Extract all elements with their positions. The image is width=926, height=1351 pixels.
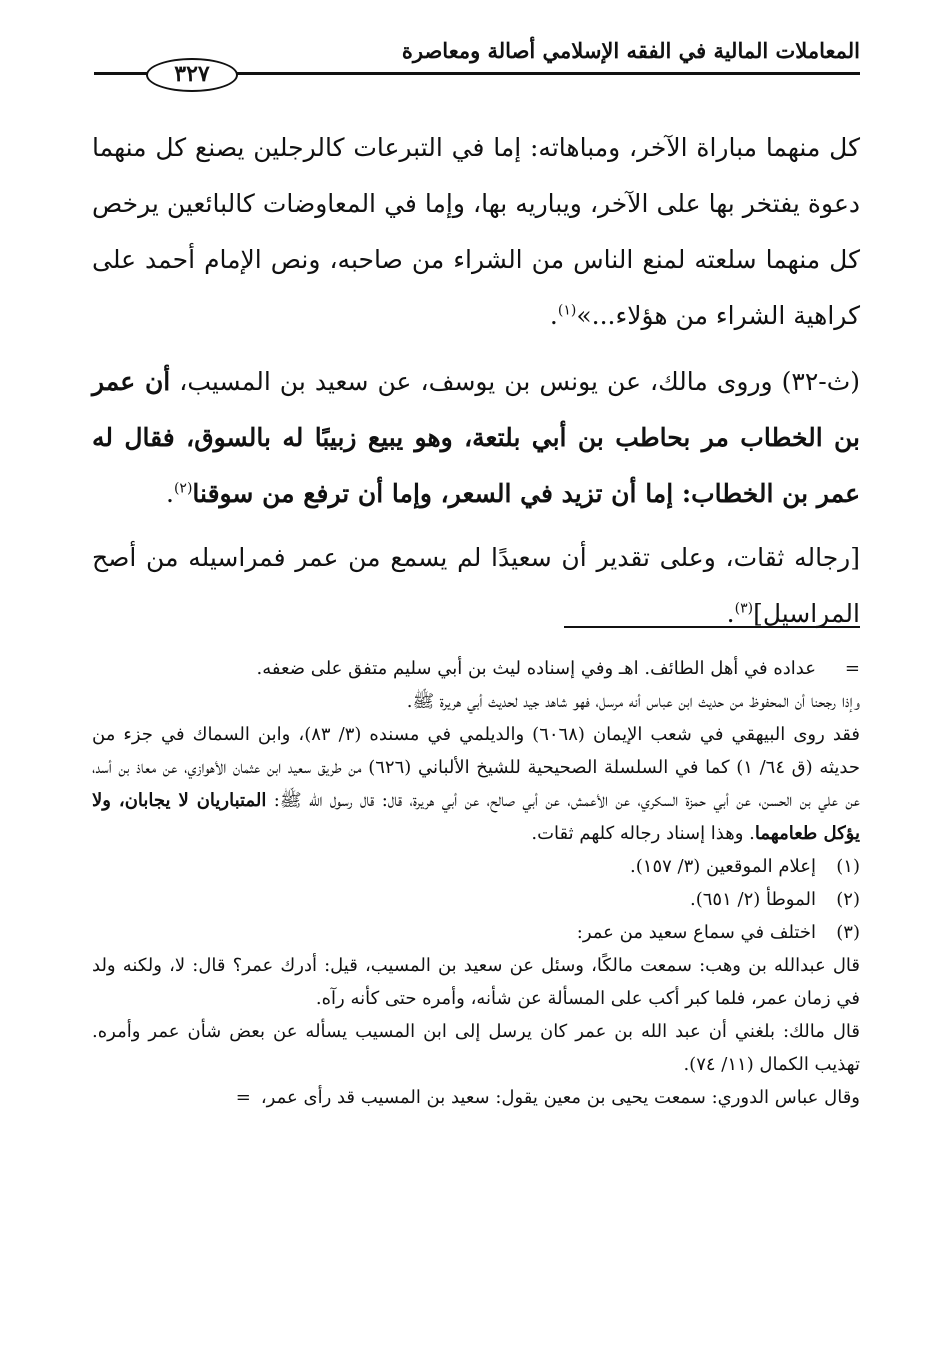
paragraph-2-end: .: [165, 479, 174, 508]
footnote-continuation-3: [92, 718, 860, 850]
paragraph-1-end: .: [549, 301, 558, 330]
continuation-line-1: عداده في أهل الطائف. اهـ وفي إسناده ليث بن أبي سليم متفق على ضعفه.: [256, 658, 816, 679]
footnote-3-paragraph-2: قال مالك: بلغني أن عبد الله بن عمر كان يرسل إلى ابن المسيب يسأله عن بعض شأن عمر وأمره. تهذيب الكمال (١١/ ٧٤).: [92, 1021, 860, 1075]
running-header-title: المعاملات المالية في الفقه الإسلامي أصالة ومعاصرة: [401, 38, 860, 63]
footnote-2-number: (٢): [836, 889, 860, 910]
footnote-1: [92, 850, 860, 883]
footnote-3-number: (٣): [836, 922, 860, 943]
main-text: [92, 120, 860, 642]
footnote-ref-1: (١): [557, 302, 577, 319]
hadith-text: المتباريان لا يجابان، ولا يؤكل طعامهما: [92, 790, 860, 844]
continuation-mark-end: =: [235, 1087, 251, 1108]
paragraph-3-end: .: [726, 599, 735, 628]
continuation-mark: =: [844, 658, 860, 679]
footnote-3: [92, 916, 860, 949]
athar-intro: (ث-٣٢) وروى مالك، عن يونس بن يوسف، عن سعيد بن المسيب،: [170, 367, 860, 396]
page-number: ٣٢٧: [146, 58, 238, 92]
footnote-ref-2: (٢): [173, 480, 193, 497]
footnote-separator: [564, 626, 860, 628]
paragraph-1: [92, 120, 860, 344]
footnote-3-paragraph-1: قال عبدالله بن وهب: سمعت مالكًا، وسئل عن سعيد بن المسيب، قيل: أدرك عمر؟ قال: لا، ولكنه ولد في زمان عمر، فلما كبر أكب على المسألة عن شأنه، وأمره حتى كأنه رآه.: [92, 955, 860, 1009]
footnote-1-number: (١): [836, 856, 860, 877]
paragraph-2: [92, 354, 860, 522]
paragraph-1-text: كل منهما مباراة الآخر، ومباهاته: إما في التبرعات كالرجلين يصنع كل منهما دعوة يفتخر بها على الآخر، ويباريه بها، وإما في المعاوضات كالبائعين يرخص كل منهما سلعته لمنع الناس من الشراء من صاحبه، ونص الإمام أحمد على كراهية الشراء من هؤلاء...»: [92, 133, 860, 330]
footnote-1-text: إعلام الموقعين (٣/ ١٥٧).: [630, 856, 816, 877]
footnote-continuation: [92, 652, 860, 685]
footnotes: [92, 652, 860, 1114]
footnote-continuation-2: وإذا رجحنا أن المحفوظ من حديث ابن عباس أنه مرسل، فهو شاهد جيد لحديث أبي هريرة ﷺ.: [406, 691, 860, 712]
athar-text: أن عمر بن الخطاب مر بحاطب بن أبي بلتعة، وهو يبيع زبيبًا له بالسوق، فقال له عمر بن الخطاب: إما أن تزيد في السعر، وإما أن ترفع من سوقنا: [92, 367, 860, 508]
footnote-3-text: اختلف في سماع سعيد من عمر:: [576, 922, 816, 943]
footnote-2-text: الموطأ (٢/ ٦٥١).: [690, 889, 816, 910]
continuation-3-end: . وهذا إسناد رجاله كلهم ثقات.: [531, 823, 755, 844]
continuation-3-text: فقد روى البيهقي في شعب الإيمان (٦٠٦٨) والديلمي في مسنده (٣/ ٨٣)، وابن السماك في جزء من حديثه (ق ٦٤/ ١) كما في السلسلة الصحيحية للشيخ الألباني (٦٢٦) من طريق سعيد ابن عثمان الأهوازي، عن معاذ بن أسد، عن علي بن الحسن، عن أبي حمزة السكري، عن الأعمش، عن أبي صالح، عن أبي هريرة، قال: قال رسول الله ﷺ:: [92, 724, 861, 811]
footnote-3-paragraph-3: [92, 1081, 860, 1114]
footnote-ref-3: (٣): [734, 600, 754, 617]
footnote-2: [92, 883, 860, 916]
footnote-3-paragraph-3-text: وقال عباس الدوري: سمعت يحيى بن معين يقول: سعيد بن المسيب قد رأى عمر،: [260, 1087, 860, 1108]
grading-text: [رجاله ثقات، وعلى تقدير أن سعيدًا لم يسمع من عمر فمراسيله من أصح المراسيل]: [92, 543, 860, 628]
